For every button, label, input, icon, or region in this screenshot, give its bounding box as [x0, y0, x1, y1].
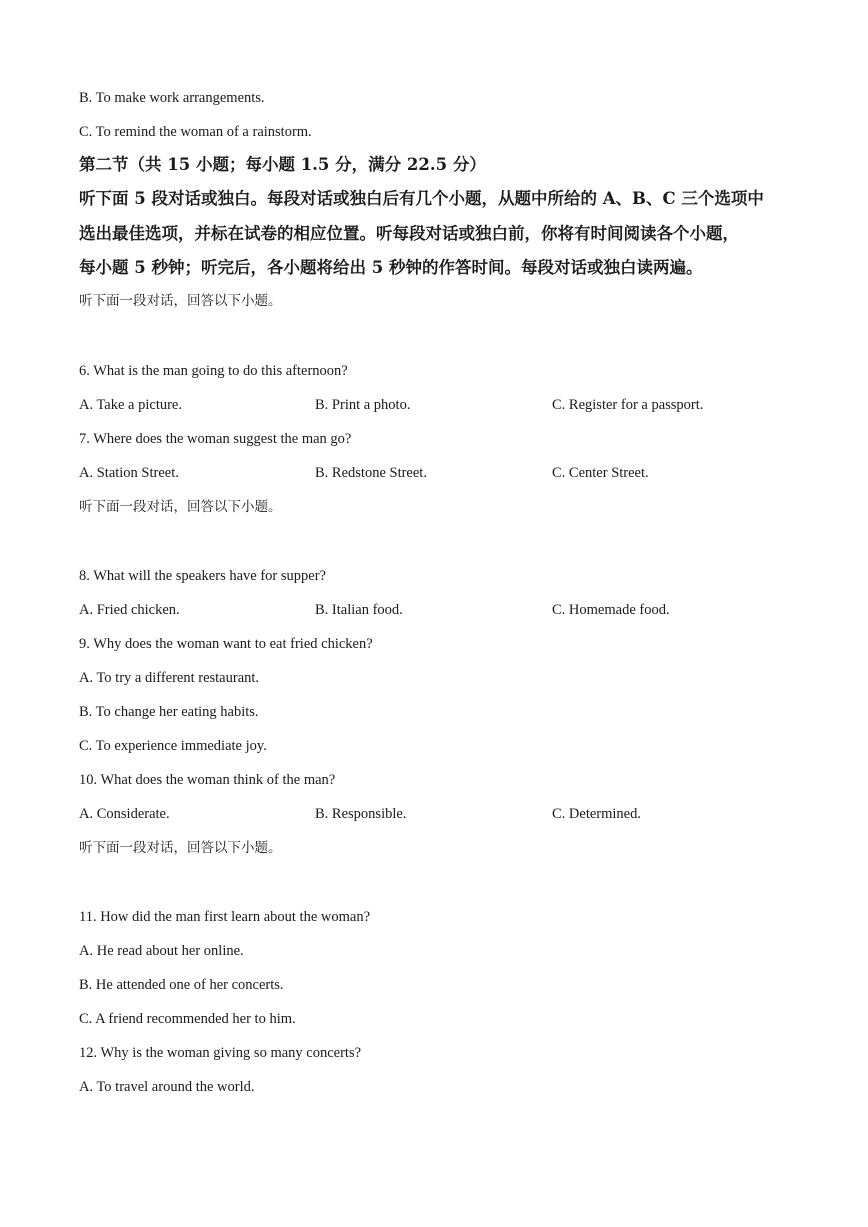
question-9-option-b: B. To change her eating habits.: [79, 704, 259, 720]
prev-option-b: B. To make work arrangements.: [79, 90, 265, 106]
option-a: A. Take a picture.: [79, 397, 182, 413]
question-9-option-a: A. To try a different restaurant.: [79, 670, 260, 686]
option-c: C. Center Street.: [552, 465, 649, 481]
question-11-option-b: B. He attended one of her concerts.: [79, 977, 284, 993]
dialogue-prompt: 听下面一段对话，回答以下小题。: [79, 499, 282, 515]
option-b: B. Redstone Street.: [315, 465, 427, 481]
option-b: B. Print a photo.: [315, 397, 411, 413]
prev-option-c: C. To remind the woman of a rainstorm.: [79, 124, 312, 140]
question-9: 9. Why does the woman want to eat fried chicken?: [79, 636, 373, 652]
question-8: 8. What will the speakers have for supper?: [79, 568, 326, 584]
section-title: 第二节（共 15 小题；每小题 1.5 分，满分 22.5 分）: [79, 155, 486, 174]
option-b: B. Responsible.: [315, 806, 407, 822]
question-6: 6. What is the man going to do this afternoon?: [79, 363, 348, 379]
dialogue-prompt: 听下面一段对话，回答以下小题。: [79, 293, 282, 309]
question-11-option-a: A. He read about her online.: [79, 943, 244, 959]
question-9-option-c: C. To experience immediate joy.: [79, 738, 267, 754]
option-c: C. Determined.: [552, 806, 641, 822]
option-b: B. Italian food.: [315, 602, 403, 618]
question-10: 10. What does the woman think of the man?: [79, 772, 336, 788]
dialogue-prompt: 听下面一段对话，回答以下小题。: [79, 840, 282, 856]
option-a: A. Fried chicken.: [79, 602, 180, 618]
question-11: 11. How did the man first learn about the woman?: [79, 909, 370, 925]
question-12: 12. Why is the woman giving so many concerts?: [79, 1045, 362, 1061]
question-8-options: [0, 600, 868, 620]
question-6-options: [0, 395, 868, 415]
question-7-options: [0, 463, 868, 483]
option-c: C. Homemade food.: [552, 602, 670, 618]
question-12-option-a: A. To travel around the world.: [79, 1079, 255, 1095]
option-a: A. Station Street.: [79, 465, 179, 481]
section-instruction-3: 每小题 5 秒钟；听完后，各小题将给出 5 秒钟的作答时间。每段对话或独白读两遍。: [79, 258, 703, 277]
question-10-options: [0, 804, 868, 824]
option-a: A. Considerate.: [79, 806, 170, 822]
option-c: C. Register for a passport.: [552, 397, 704, 413]
question-11-option-c: C. A friend recommended her to him.: [79, 1011, 296, 1027]
question-7: 7. Where does the woman suggest the man go?: [79, 431, 352, 447]
section-instruction-2: 选出最佳选项，并标在试卷的相应位置。听每段对话或独白前，你将有时间阅读各个小题，: [79, 224, 739, 243]
section-instruction-1: 听下面 5 段对话或独白。每段对话或独白后有几个小题，从题中所给的 A、B、C 三个选项中: [79, 189, 764, 208]
